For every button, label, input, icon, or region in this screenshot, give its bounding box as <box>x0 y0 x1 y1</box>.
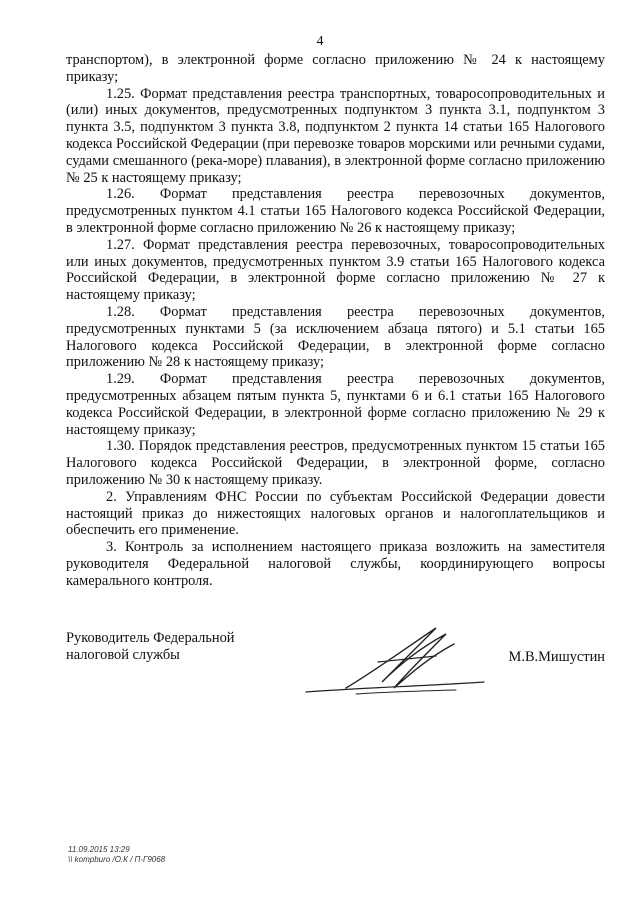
paragraph-2: 2. Управлениям ФНС России по субъектам Российской Федерации довести настоящий приказ до нижестоящих налоговых органов и налогоплательщиков и обеспечить его применение. <box>66 488 605 539</box>
document-body <box>66 52 605 590</box>
signer-title-line2: налоговой службы <box>66 647 180 663</box>
handwritten-signature <box>286 610 486 705</box>
paragraph-1-27: 1.27. Формат представления реестра перевозочных, товаросопроводительных или иных документов, предусмотренных пунктом 3.9 статьи 165 Налогового кодекса Российской Федерации, в электронной форме согласно приложению № 27 к настоящему приказу; <box>66 236 605 304</box>
paragraph-1-29: 1.29. Формат представления реестра перевозочных документов, предусмотренных абзацем пятым пункта 5, пунктами 6 и 6.1 статьи 165 Налогового кодекса Российской Федерации, в электронной форме согласно приложению № 29 к настоящему приказу; <box>66 371 605 438</box>
footer-date: 11.09.2015 13:29 <box>68 845 130 854</box>
page-number: 4 <box>316 34 324 49</box>
footer-file-path: \\ kompburo /О.К / П-Г9068 <box>68 855 166 864</box>
signature-block <box>66 620 605 710</box>
paragraph-1-30: 1.30. Порядок представления реестров, предусмотренных пунктом 15 статьи 165 Налогового кодекса Российской Федерации, в электронной форме, согласно приложению № 30 к настоящему приказу. <box>66 438 605 488</box>
paragraph-3: 3. Контроль за исполнением настоящего приказа возложить на заместителя руководителя Федеральной налоговой службы, координирующего вопросы камерального контроля. <box>66 539 605 589</box>
paragraph-1-26: 1.26. Формат представления реестра перевозочных документов, предусмотренных пунктом 4.1 статьи 165 Налогового кодекса Российской Федерации, в электронной форме согласно приложению № 26 к настоящему приказу; <box>66 186 605 236</box>
signer-title-line1: Руководитель Федеральной <box>66 630 235 646</box>
paragraph-1-28: 1.28. Формат представления реестра перевозочных документов, предусмотренных пунктами 5 (за исключением абзаца пятого) и 5.1 статьи 165 Налогового кодекса Российской Федерации, в электронной форме согласно приложению № 28 к настоящему приказу; <box>66 303 605 371</box>
document-footer <box>68 845 165 865</box>
signer-name: М.В.Мишустин <box>508 649 605 665</box>
signer-title <box>66 630 266 664</box>
paragraph-continuation: транспортом), в электронной форме согласно приложению № 24 к настоящему приказу; <box>66 52 605 85</box>
paragraph-1-25: 1.25. Формат представления реестра транспортных, товаросопроводительных и (или) иных документов, предусмотренных подпунктом 3 пункта 3.1, подпунктом 3 пункта 3.5, подпунктом 3 пункта 3.8, подпунктом 2 пункта 14 статьи 165 Налогового кодекса Российской Федерации (при перевозке товаров морскими или речными судами, судами смешанного (река-море) плавания), в электронной форме согласно приложению № 25 к настоящему приказу; <box>66 85 605 186</box>
